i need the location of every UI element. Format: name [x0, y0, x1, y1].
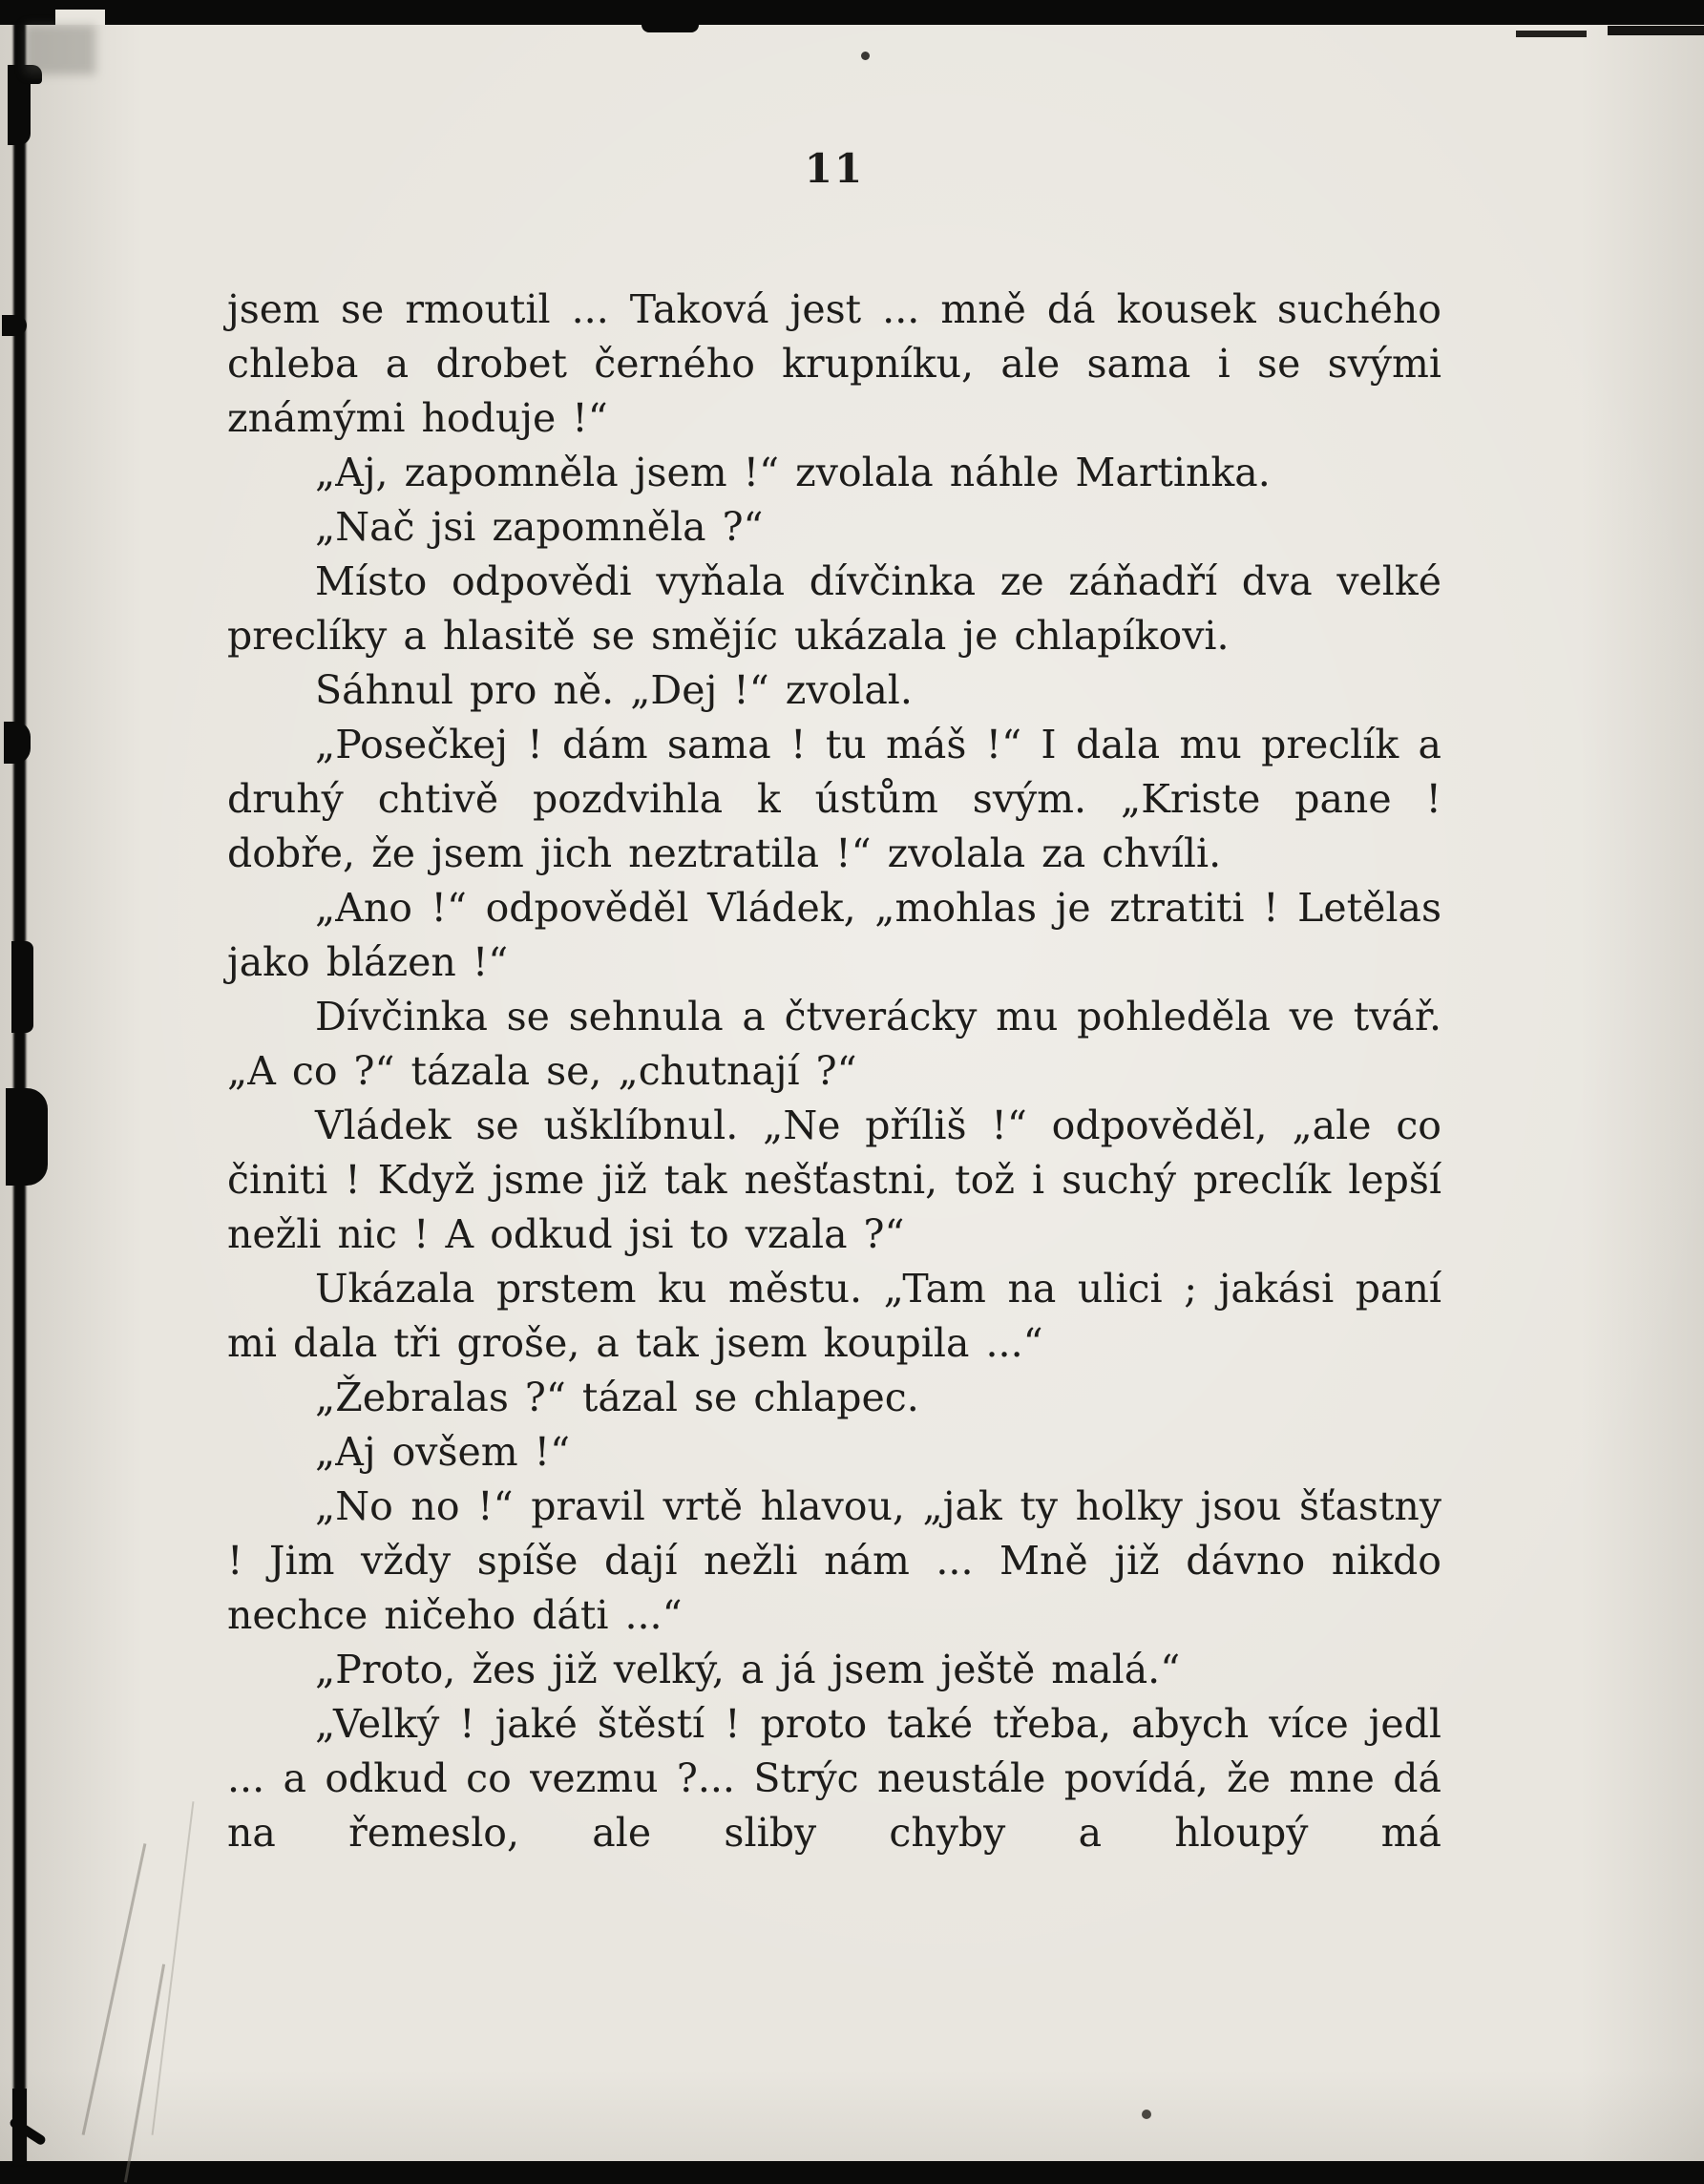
pencil-mark: [152, 1801, 195, 2135]
scan-edge-bottom: [0, 2161, 1704, 2184]
paragraph: „Proto, žes již velký, a já jsem ještě malá.“: [315, 1647, 1181, 1692]
scan-speck: [861, 52, 870, 60]
scan-spine-mark: [8, 65, 31, 145]
text-block: [227, 283, 1441, 1860]
paragraph: „Nač jsi zapomněla ?“: [315, 504, 764, 550]
scan-speck: [1142, 2110, 1151, 2119]
paragraph: Sáhnul pro ně. „Dej !“ zvolal.: [315, 667, 913, 713]
paragraph: „Aj ovšem !“: [315, 1429, 571, 1475]
scan-spine-mark: [11, 941, 33, 1033]
scan-smudge: [25, 25, 95, 74]
paragraph: Vládek se ušklíbnul. „Ne příliš !“ odpověděl, „ale co činiti ! Když jsme již tak nešťastni, tož i suchý preclík lepší nežli nic ! A odkud jsi to vzala ?“: [227, 1102, 1441, 1257]
scan-spine-mark: [2, 315, 27, 336]
scan-edge-top-dash: [1608, 26, 1704, 35]
pencil-mark: [82, 1843, 147, 2135]
paragraph: „Velký ! jaké štěstí ! proto také třeba, abych více jedl ... a odkud co vezmu ?... Strýc neustále povídá, že mne dá na řemeslo, ale sliby chyby a hloupý má: [227, 1701, 1441, 1856]
scan-edge-top-dash: [1516, 31, 1587, 37]
scan-spine-mark: [4, 722, 31, 764]
paragraph: „Ano !“ odpověděl Vládek, „mohlas je ztratiti ! Letělas jako blázen !“: [227, 885, 1441, 985]
paragraph: Ukázala prstem ku městu. „Tam na ulici ; jakási paní mi dala tři groše, a tak jsem koupila ...“: [227, 1266, 1441, 1366]
scan-edge-top-bump: [642, 21, 699, 32]
paragraph: Místo odpovědi vyňala dívčinka ze záňadří dva velké preclíky a hlasitě se smějíc ukázala je chlapíkovi.: [227, 558, 1441, 659]
paragraph: „Aj, zapomněla jsem !“ zvolala náhle Martinka.: [315, 450, 1271, 495]
paragraph: „Posečkej ! dám sama ! tu máš !“ I dala mu preclík a druhý chtivě pozdvihla k ústům svým. „Kriste pane ! dobře, že jsem jich neztratila !“ zvolala za chvíli.: [227, 722, 1441, 876]
scan-edge-top: [0, 0, 1704, 25]
paragraph: Dívčinka se sehnula a čtverácky mu pohleděla ve tvář. „A co ?“ tázala se, „chutnají ?“: [227, 994, 1441, 1094]
paragraph: „Žebralas ?“ tázal se chlapec.: [315, 1375, 919, 1420]
page-number: 11: [804, 145, 865, 192]
scan-spine-blob: [6, 1088, 48, 1186]
paragraph: „No no !“ pravil vrtě hlavou, „jak ty holky jsou šťastny ! Jim vždy spíše dají nežli nám ... Mně již dávno nikdo nechce ničeho dáti ...“: [227, 1483, 1441, 1638]
scan-edge-top-notch: [55, 10, 105, 25]
paragraph: jsem se rmoutil ... Taková jest ... mně dá kousek suchého chleba a drobet černého krupníku, ale sama i se svými známými hoduje !“: [227, 286, 1441, 441]
